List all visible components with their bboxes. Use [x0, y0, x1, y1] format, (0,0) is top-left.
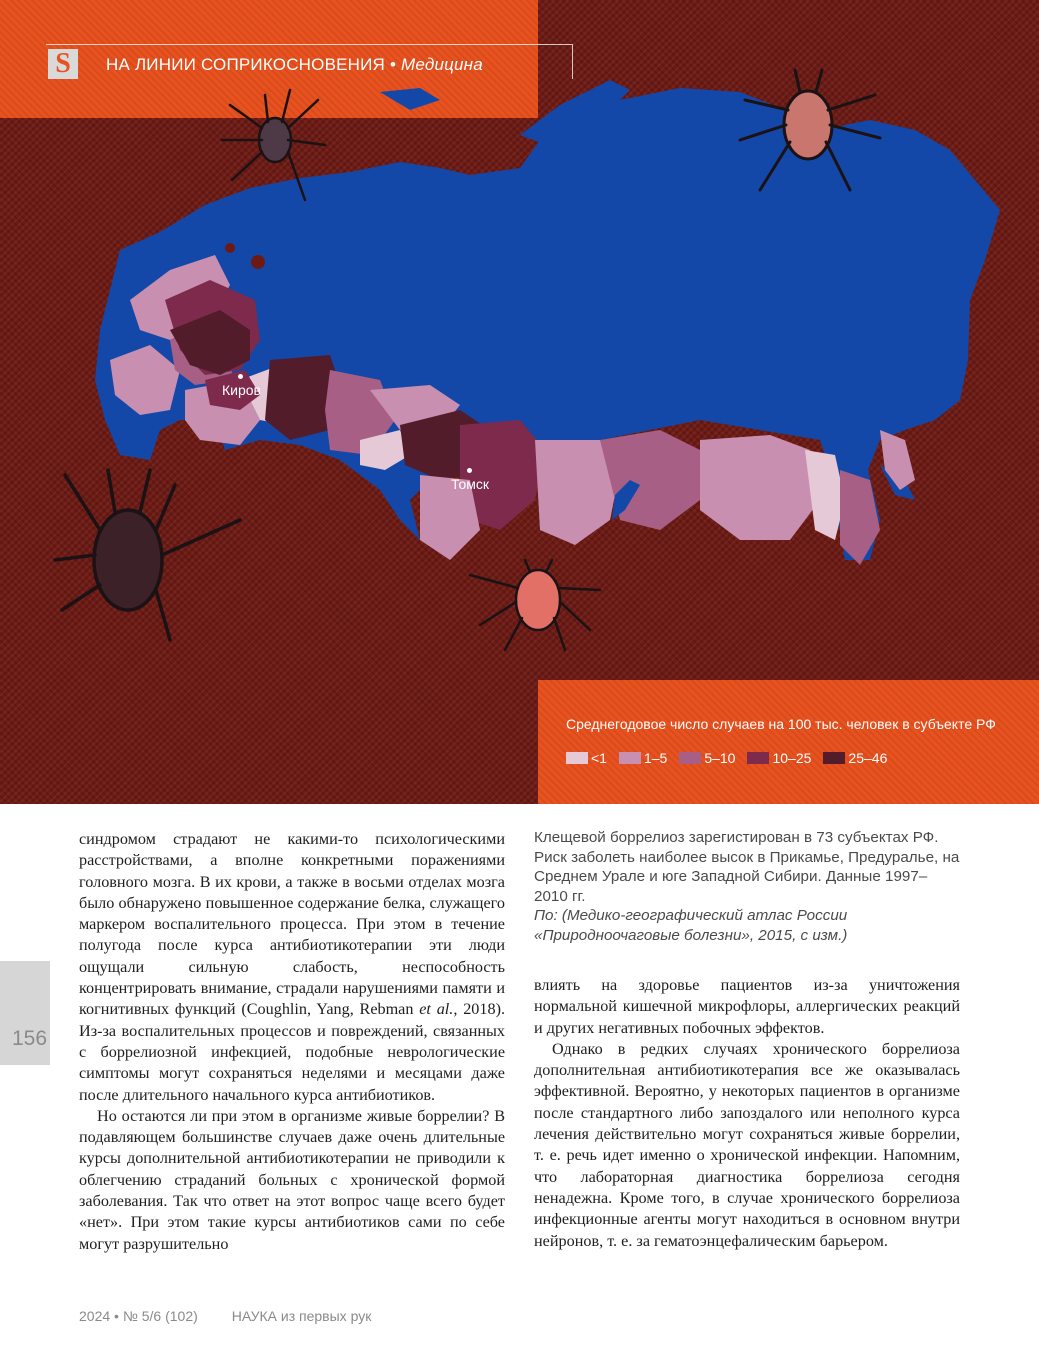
legend-item	[747, 750, 811, 766]
map-lake	[251, 255, 265, 269]
legend-item	[566, 750, 607, 766]
legend-label: 25–46	[848, 750, 888, 766]
tick-illustration	[470, 560, 600, 650]
legend-label: 5–10	[704, 750, 736, 766]
footer-magazine: НАУКА из первых рук	[231, 1308, 372, 1324]
footer-issue: 2024 • № 5/6 (102)	[79, 1308, 198, 1324]
map-region-5-10	[840, 470, 880, 565]
map-region-1-5	[880, 430, 915, 490]
caption-source: По: (Медико-географический атлас России «Природноочаговые болезни», 2015, с изм.)	[534, 907, 848, 944]
right-column	[534, 975, 960, 1252]
paragraph: влиять на здоровье пациентов из-за уничтожения нормальной кишечной микрофлоры, аллергических реакций и других негативных побочных эффектов.	[534, 976, 960, 1037]
city-label-kirov: Киров	[222, 382, 261, 398]
magazine-logo: S	[48, 49, 78, 79]
city-label-tomsk: Томск	[451, 476, 489, 492]
etal-text: et al.	[419, 1000, 454, 1019]
section-title: НА ЛИНИИ СОПРИКОСНОВЕНИЯ	[106, 55, 386, 74]
city-dot-kirov	[238, 374, 243, 379]
paragraph: Но остаются ли при этом в организме живые боррелии? В подавляющем большинстве случаев даже очень длительные курсы дополнительной антибиотикотерапии не приводили к облегчению страданий больных с хронической формой заболевания. Так что ответ на этот вопрос чаще всего будет «нет». При этом такие курсы антибиотиков сами по себе могут разрушительно	[79, 1106, 505, 1253]
legend-label: 10–25	[772, 750, 812, 766]
legend-swatch	[823, 752, 845, 764]
section-header	[106, 55, 483, 75]
tick-illustration	[55, 470, 240, 640]
legend-item	[823, 750, 887, 766]
legend-item	[679, 750, 735, 766]
legend-item	[619, 750, 667, 766]
map-region-1-5	[700, 435, 820, 540]
map-island	[380, 88, 440, 110]
section-separator: •	[385, 55, 402, 74]
paragraph	[79, 829, 505, 1106]
legend-swatch	[566, 752, 588, 764]
left-column	[79, 829, 505, 1255]
paragraph-text: , 2018). Из-за воспалительных процессов и повреждений, связанных с боррелиозной инфекцией, подобные неврологические симптомы могут сохраняться неделями и месяцами даже после длительного начального курса антибиотиков.	[79, 1000, 505, 1104]
paragraph-text: синдромом страдают не какими-то психологическими расстройствами, а вполне конкретными поражениями головного мозга. В их крови, а также в восьми отделах мозга было обнаружено повышенное содержание белка, служащего маркером воспалительного процесса. При этом в течение полугода после курса антибиотикотерапии эти люди ощущали сильную слабость, неспособность концентрировать внимание, страдали нарушениями памяти и когнитивных функций (Coughlin, Yang, Rebman	[79, 830, 505, 1019]
page-number: 156	[12, 1027, 48, 1050]
legend-label: 1–5	[643, 750, 668, 766]
section-subtitle: Медицина	[401, 55, 483, 74]
legend-title: Среднегодовое число случаев на 100 тыс. человек в субъекте РФ	[566, 716, 996, 732]
page-footer	[79, 1308, 371, 1324]
map-lake	[225, 243, 235, 253]
map-legend	[566, 750, 887, 766]
legend-swatch	[619, 752, 641, 764]
legend-swatch	[747, 752, 769, 764]
caption-text: Клещевой боррелиоз зарегистирован в 73 субъектах РФ. Риск заболеть наиболее высок в Прикамье, Предуралье, на Среднем Урале и юге Западной Сибири. Данные 1997–2010 гг.	[534, 829, 960, 905]
paragraph: Однако в редких случаях хронического боррелиоза дополнительная антибиотикотерапия все же оказывалась эффективной. Вероятно, у некоторых пациентов в организме после стандартного либо запоздалого или неполного курса лечения действительно могут сохраняться живые боррелии, т. е. речь идет именно о хронической инфекции. Напомним, что лабораторная диагностика боррелиоза сегодня ненадежна. Кроме того, в случае хронического боррелиоза инфекционные агенты могут находиться в основном внутри нейронов, т. е. за гематоэнцефалическим барьером.	[534, 1039, 960, 1250]
map-caption	[534, 828, 960, 945]
legend-label: <1	[591, 750, 607, 766]
city-dot-tomsk	[467, 468, 472, 473]
legend-swatch	[679, 752, 701, 764]
